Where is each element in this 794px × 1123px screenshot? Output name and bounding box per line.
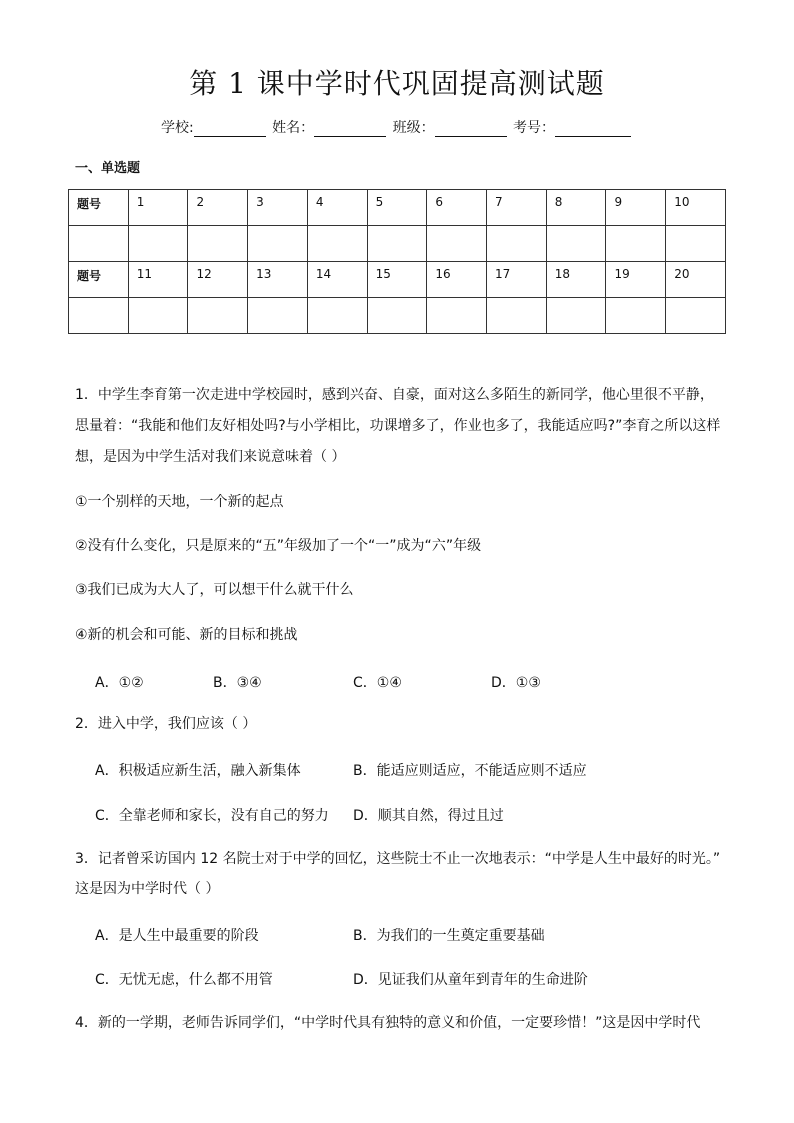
question-number-cell: 19 bbox=[606, 262, 666, 298]
answer-cell[interactable] bbox=[487, 298, 547, 334]
school-label: 学校: bbox=[160, 120, 194, 136]
statement-4: ④新的机会和可能、新的目标和挑战 bbox=[75, 627, 298, 643]
q1-option-a[interactable]: A．①② bbox=[95, 675, 144, 691]
question-1-line-1: 1．中学生李育第一次走进中学校园时，感到兴奋、自豪，面对这么多陌生的新同学，他心里很不平静， bbox=[75, 387, 714, 403]
answer-cell[interactable] bbox=[427, 298, 487, 334]
answer-cell[interactable] bbox=[128, 298, 188, 334]
q1-option-d[interactable]: D．①③ bbox=[491, 675, 541, 691]
answer-cell[interactable] bbox=[367, 226, 427, 262]
answer-cell[interactable] bbox=[307, 298, 367, 334]
q2-option-a[interactable]: A．积极适应新生活，融入新集体 bbox=[95, 763, 301, 779]
question-number-cell: 18 bbox=[546, 262, 606, 298]
answer-cell[interactable] bbox=[546, 298, 606, 334]
answer-cell[interactable] bbox=[248, 226, 308, 262]
q3-option-c[interactable]: C．无忧无虑，什么都不用管 bbox=[95, 972, 273, 988]
class-label: 班级： bbox=[392, 120, 435, 136]
question-number-cell: 10 bbox=[666, 190, 726, 226]
statement-2: ②没有什么变化，只是原来的“五”年级加了一个“一”成为“六”年级 bbox=[75, 538, 482, 554]
answer-cell[interactable] bbox=[367, 298, 427, 334]
answer-cell[interactable] bbox=[188, 226, 248, 262]
q2-option-c[interactable]: C．全靠老师和家长，没有自己的努力 bbox=[95, 808, 329, 824]
page-title: 第 1 课中学时代巩固提高测试题 bbox=[189, 67, 605, 100]
q3-option-d[interactable]: D．见证我们从童年到青年的生命进阶 bbox=[353, 972, 588, 988]
question-number-cell: 4 bbox=[307, 190, 367, 226]
name-label: 姓名： bbox=[272, 120, 315, 136]
answer-cell[interactable] bbox=[188, 298, 248, 334]
q2-option-b[interactable]: B．能适应则适应，不能适应则不适应 bbox=[353, 763, 587, 779]
answer-cell[interactable] bbox=[606, 226, 666, 262]
question-number-cell: 5 bbox=[367, 190, 427, 226]
question-number-cell: 9 bbox=[606, 190, 666, 226]
question-number-cell: 20 bbox=[666, 262, 726, 298]
question-2-stem: 2．进入中学，我们应该（ ） bbox=[75, 716, 257, 732]
question-number-cell: 6 bbox=[427, 190, 487, 226]
answer-cell[interactable] bbox=[128, 226, 188, 262]
question-1-line-3: 想，是因为中学生活对我们来说意味着（ ） bbox=[75, 449, 346, 465]
question-number-cell: 7 bbox=[487, 190, 547, 226]
question-number-cell: 13 bbox=[248, 262, 308, 298]
answer-cell[interactable] bbox=[487, 226, 547, 262]
q1-option-c[interactable]: C．①④ bbox=[353, 675, 402, 691]
answer-table bbox=[68, 189, 726, 334]
question-number-cell: 14 bbox=[307, 262, 367, 298]
answer-cell[interactable] bbox=[427, 226, 487, 262]
answer-cell[interactable] bbox=[307, 226, 367, 262]
q2-option-d[interactable]: D．顺其自然，得过且过 bbox=[353, 808, 504, 824]
answer-row-label-cell bbox=[69, 298, 129, 334]
school-blank[interactable] bbox=[194, 122, 266, 137]
answer-row-label-cell bbox=[69, 226, 129, 262]
question-number-cell: 16 bbox=[427, 262, 487, 298]
table-header-row bbox=[69, 190, 726, 226]
question-number-cell: 1 bbox=[128, 190, 188, 226]
q1-option-b[interactable]: B．③④ bbox=[213, 675, 262, 691]
question-number-cell: 12 bbox=[188, 262, 248, 298]
table-answer-row bbox=[69, 226, 726, 262]
question-number-cell: 2 bbox=[188, 190, 248, 226]
name-blank[interactable] bbox=[314, 122, 386, 137]
answer-cell[interactable] bbox=[546, 226, 606, 262]
number-label: 考号： bbox=[513, 120, 556, 136]
question-1-line-2: 思量着：“我能和他们友好相处吗?与小学相比，功课增多了，作业也多了，我能适应吗?”李育之所以这样 bbox=[75, 418, 721, 434]
student-info-line bbox=[0, 117, 794, 137]
question-3-line-2: 这是因为中学时代（ ） bbox=[75, 881, 220, 897]
question-4-stem: 4．新的一学期，老师告诉同学们，“中学时代具有独特的意义和价值，一定要珍惜！”这是因中学时代 bbox=[75, 1015, 701, 1031]
answer-cell[interactable] bbox=[248, 298, 308, 334]
question-number-cell: 15 bbox=[367, 262, 427, 298]
table-answer-row bbox=[69, 298, 726, 334]
class-blank[interactable] bbox=[435, 122, 507, 137]
question-number-label: 题号 bbox=[69, 190, 129, 226]
answer-cell[interactable] bbox=[606, 298, 666, 334]
number-blank[interactable] bbox=[555, 122, 631, 137]
table-header-row bbox=[69, 262, 726, 298]
section-heading: 一、单选题 bbox=[75, 161, 141, 176]
question-3-line-1: 3．记者曾采访国内 12 名院士对于中学的回忆，这些院士不止一次地表示：“中学是人生中最好的时光。” bbox=[75, 851, 721, 867]
question-number-label: 题号 bbox=[69, 262, 129, 298]
q3-option-b[interactable]: B．为我们的一生奠定重要基础 bbox=[353, 928, 545, 944]
question-number-cell: 8 bbox=[546, 190, 606, 226]
answer-cell[interactable] bbox=[666, 298, 726, 334]
question-number-cell: 17 bbox=[487, 262, 547, 298]
answer-cell[interactable] bbox=[666, 226, 726, 262]
question-number-cell: 11 bbox=[128, 262, 188, 298]
question-number-cell: 3 bbox=[248, 190, 308, 226]
statement-3: ③我们已成为大人了，可以想干什么就干什么 bbox=[75, 582, 354, 598]
statement-1: ①一个别样的天地，一个新的起点 bbox=[75, 494, 284, 510]
q3-option-a[interactable]: A．是人生中最重要的阶段 bbox=[95, 928, 259, 944]
